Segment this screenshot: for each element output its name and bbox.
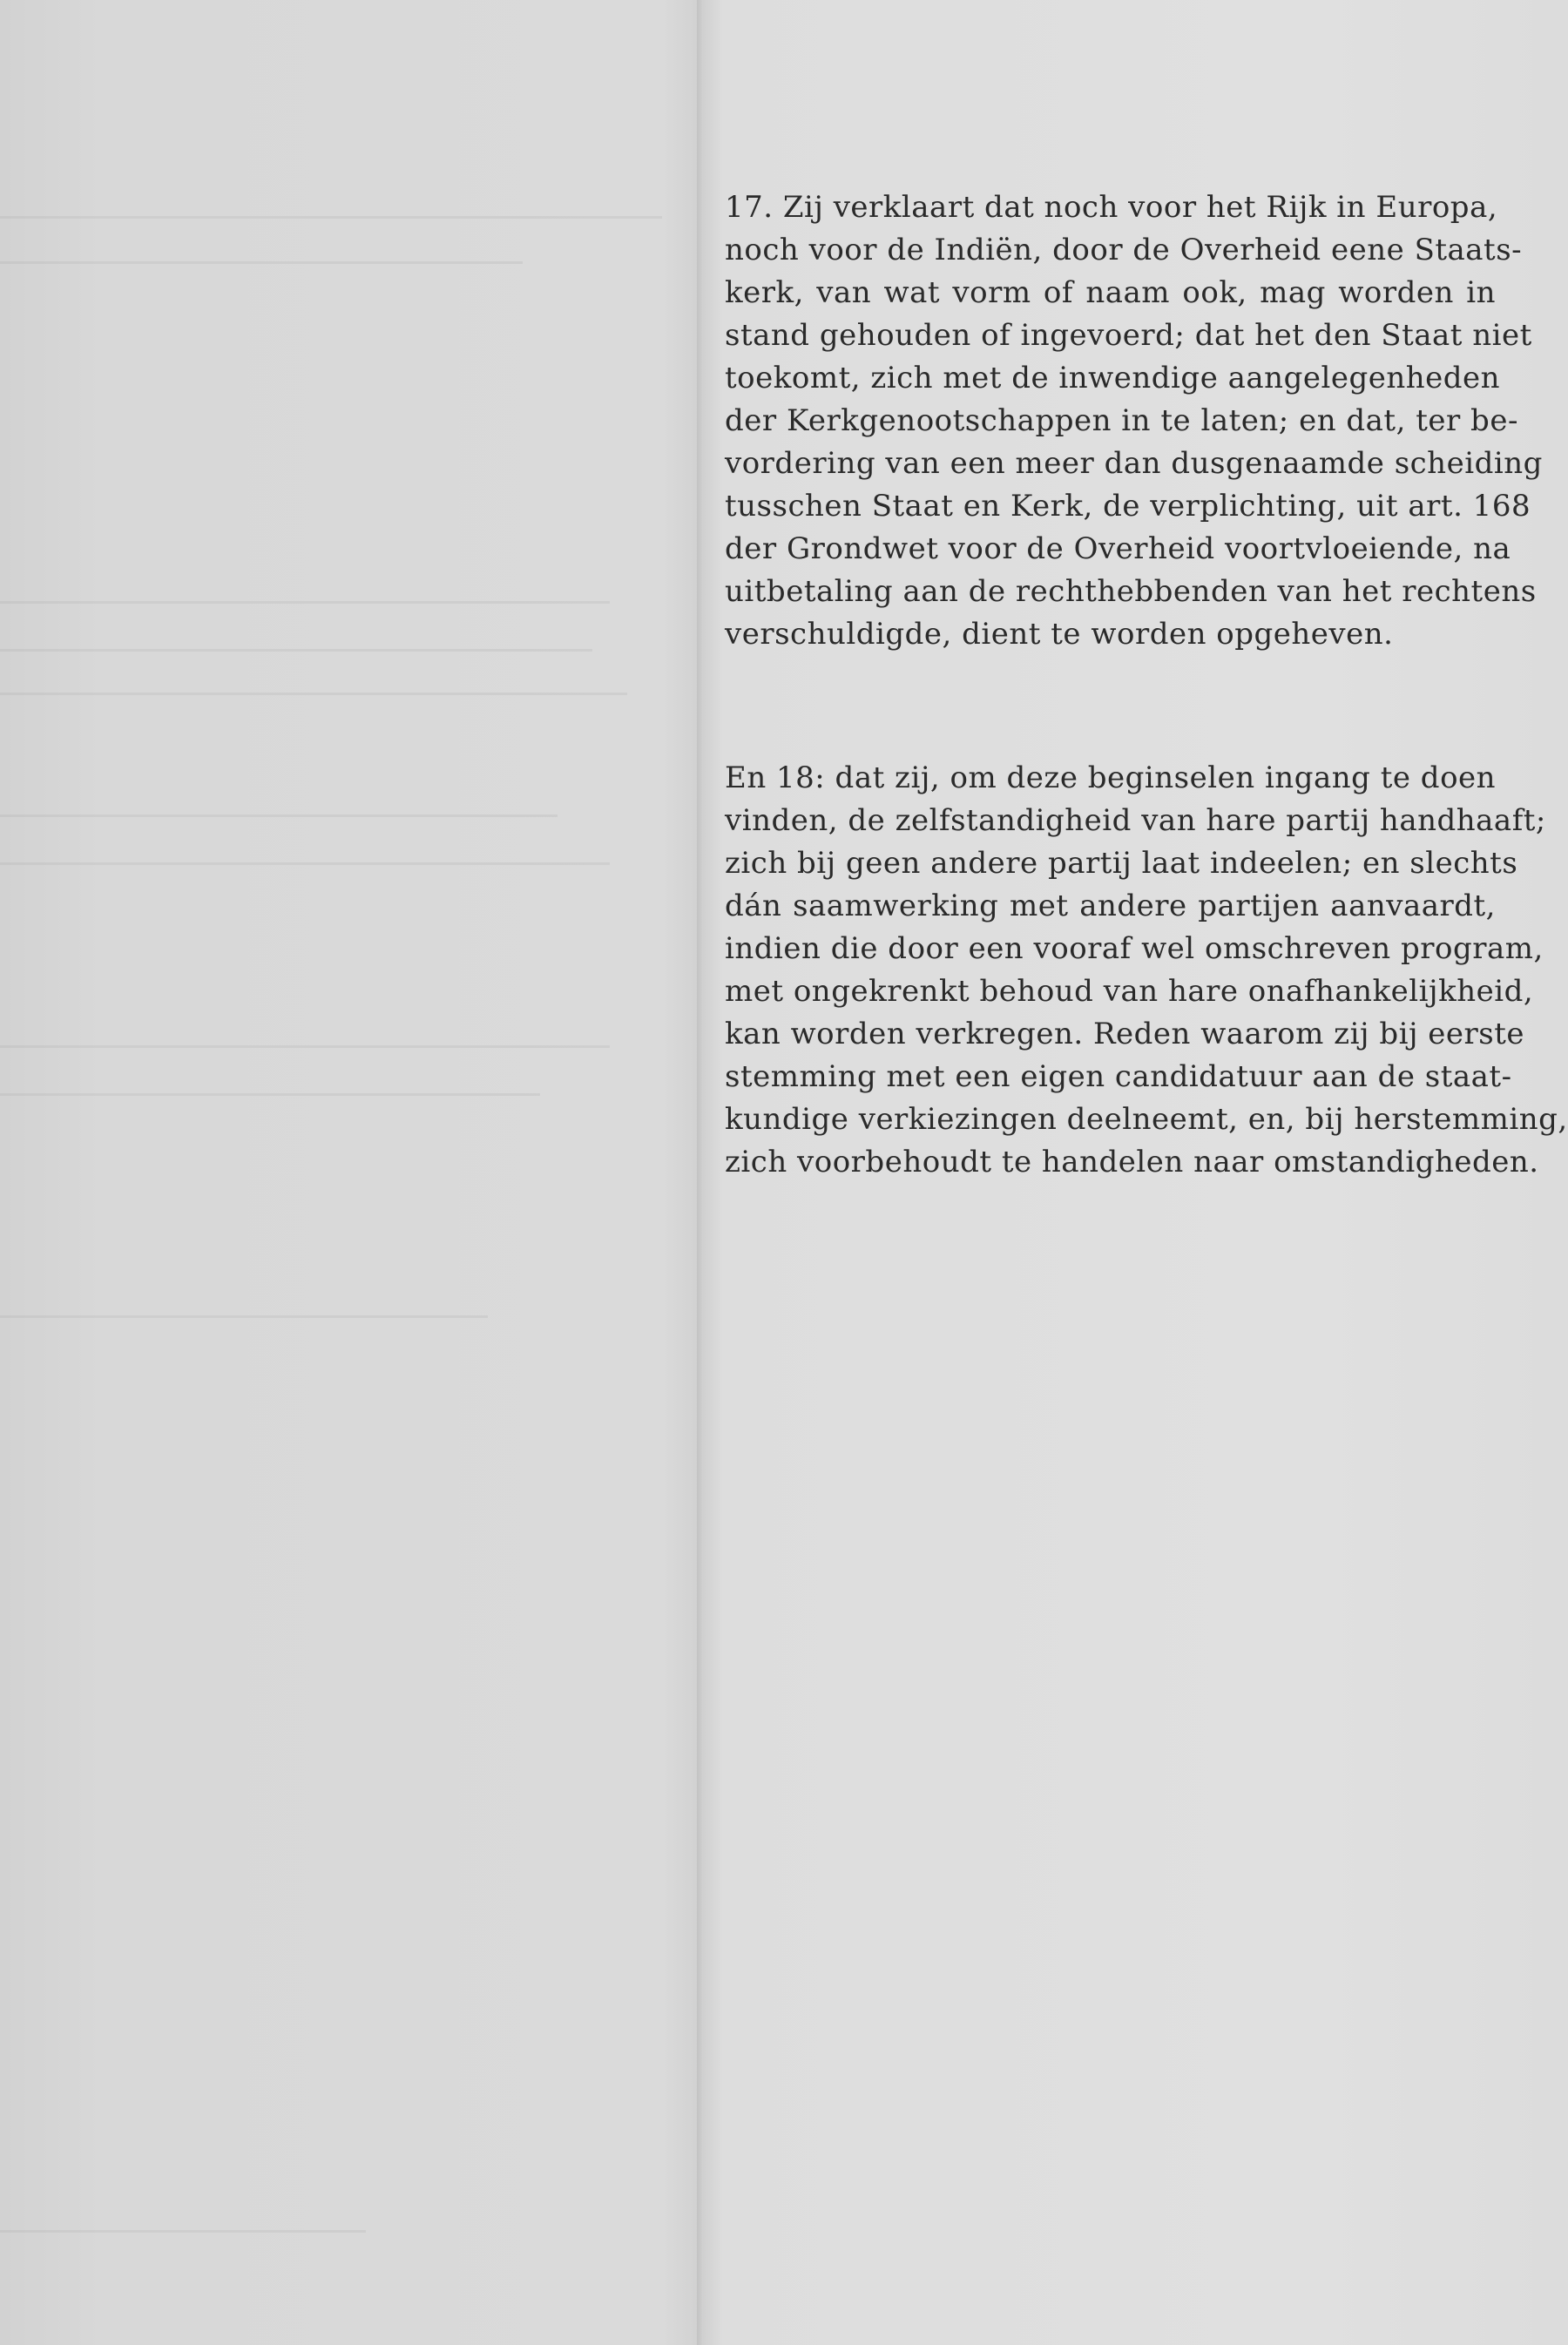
bleed-through-mark [0, 693, 627, 695]
paragraph-spacer [725, 656, 1496, 757]
paragraph-18 [725, 757, 1568, 1184]
text-line: kerk, van wat vorm of naam ook, mag worden in [725, 275, 1496, 310]
bleed-through-mark [0, 261, 523, 264]
text-line: der Grondwet voor de Overheid voortvloeiende, na [725, 531, 1511, 566]
text-column [725, 186, 1568, 1184]
text-line: kundige verkiezingen deelneemt, en, bij herstemming, [725, 1102, 1568, 1137]
text-line: kan worden verkregen. Reden waarom zij bij eerste [725, 1017, 1525, 1051]
bleed-through-mark [0, 2230, 366, 2233]
text-line: zich voorbehoudt te handelen naar omstandigheden. [725, 1145, 1539, 1179]
text-line: toekomt, zich met de inwendige aangelegenheden [725, 361, 1501, 395]
text-line: indien die door een vooraf wel omschreven program, [725, 931, 1544, 966]
bleed-through-mark [0, 1093, 540, 1096]
bleed-through-mark [0, 216, 662, 219]
text-line: zich bij geen andere partij laat indeelen; en slechts [725, 846, 1518, 881]
text-line: uitbetaling aan de rechthebbenden van het rechtens [725, 574, 1537, 609]
text-line: 17. Zij verklaart dat noch voor het Rijk in Europa, [725, 190, 1498, 225]
bleed-through-mark [0, 862, 610, 865]
bleed-through-mark [0, 1315, 488, 1318]
bleed-through-mark [0, 649, 592, 652]
text-line: En 18: dat zij, om deze beginselen ingang te doen [725, 760, 1497, 795]
text-line: noch voor de Indiën, door de Overheid eene Staats- [725, 233, 1523, 267]
text-line: met ongekrenkt behoud van hare onafhankelijkheid, [725, 974, 1534, 1009]
paragraph-17 [725, 186, 1543, 656]
bleed-through-mark [0, 1045, 610, 1048]
text-line: verschuldigde, dient te worden opgeheven. [725, 617, 1394, 652]
text-line: der Kerkgenootschappen in te laten; en dat, ter be- [725, 403, 1518, 438]
bleed-through-mark [0, 814, 558, 817]
text-line: stand gehouden of ingevoerd; dat het den Staat niet [725, 318, 1532, 353]
text-line: tusschen Staat en Kerk, de verplichting, uit art. 168 [725, 489, 1531, 524]
text-line: dán saamwerking met andere partijen aanvaardt, [725, 889, 1496, 923]
text-line: vordering van een meer dan dusgenaamde scheiding [725, 446, 1543, 481]
text-line: stemming met een eigen candidatuur aan de staat- [725, 1059, 1512, 1094]
page-fold [697, 0, 702, 2345]
text-line: vinden, de zelfstandigheid van hare partij handhaaft; [725, 803, 1546, 838]
bleed-through-mark [0, 601, 610, 604]
